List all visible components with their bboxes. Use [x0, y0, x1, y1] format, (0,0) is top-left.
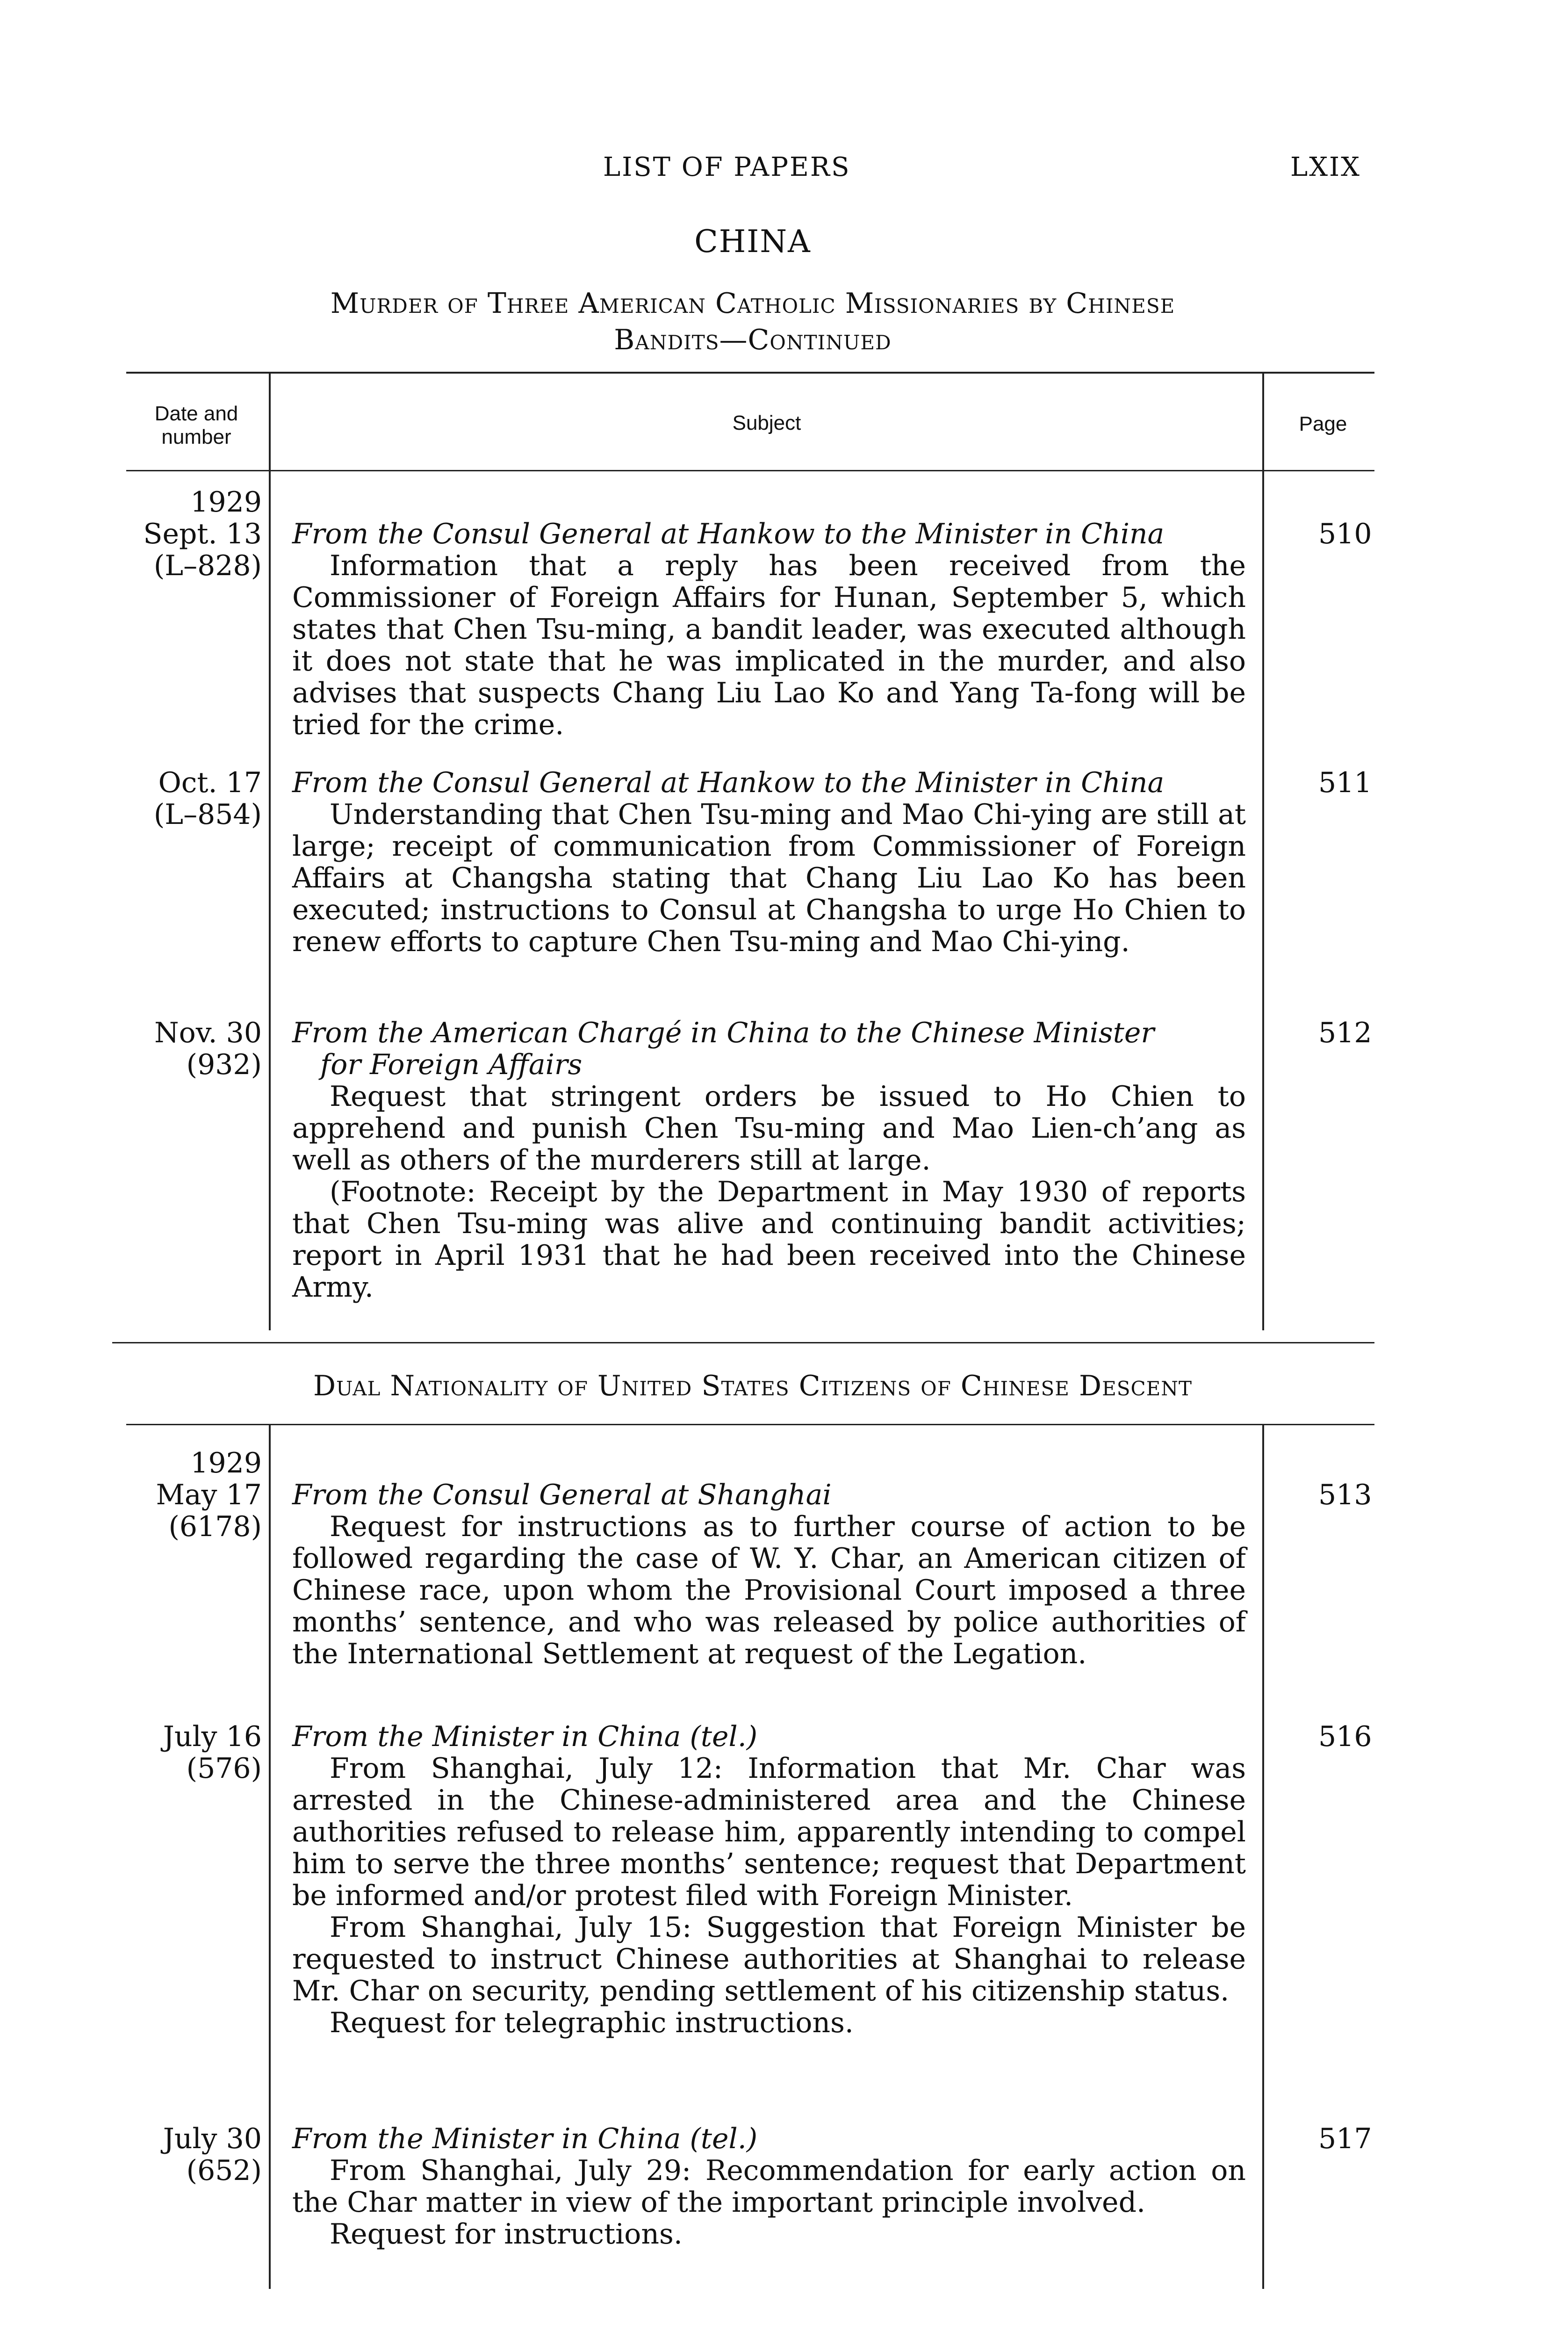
entry-number: (576): [186, 1752, 262, 1785]
entry-number: (932): [186, 1048, 262, 1081]
entry-subject: [292, 1017, 1246, 1303]
entry-year: 1929: [190, 486, 262, 519]
entry-number: (L–828): [153, 549, 262, 582]
entry-from: From the Consul General at Shanghai: [292, 1479, 832, 1511]
table-header-rule: [126, 470, 1374, 471]
entry-subject: [292, 1479, 1246, 1670]
entry-number: (6178): [168, 1510, 262, 1543]
entry-page: 512: [1318, 1017, 1372, 1049]
entry-date-text: July 16: [163, 1720, 262, 1753]
entry-date: [122, 1017, 262, 1081]
entry-paragraph: Request that stringent orders be issued to Ho Chien to apprehend and punish Chen Tsu-ming and Mao Lien-ch’ang as well as others of the murderers still at large.: [292, 1080, 1246, 1176]
entry-paragraph: Request for telegraphic instructions.: [330, 2006, 854, 2039]
section-bottom-rule: [112, 1342, 1374, 1343]
entry-subject: [292, 767, 1246, 958]
entry-page: 517: [1318, 2122, 1372, 2155]
entry-date: [122, 767, 262, 830]
table-top-rule: [126, 1424, 1374, 1425]
entry-page: 510: [1318, 518, 1372, 550]
entry-from: From the Minister in China (tel.): [292, 2122, 758, 2155]
column-divider-left: [269, 1424, 271, 2289]
entry-paragraph: (Footnote: Receipt by the Department in May 1930 of reports that Chen Tsu-ming was alive and continuing bandit activities; report in April 1931 that he had been received into the Chinese Army.: [292, 1176, 1246, 1304]
entry-date: [122, 1479, 262, 1543]
section-title: [0, 285, 1505, 358]
entry-subject: [292, 2123, 1246, 2250]
section-title: [0, 1368, 1505, 1404]
entry-paragraph: From Shanghai, July 29: Recommendation for early action on the Char matter in view of the important principle involved.: [292, 2154, 1246, 2219]
entry-from: From the Consul General at Hankow to the Minister in China: [292, 518, 1165, 550]
entry-date: [122, 2123, 262, 2186]
entry-date-text: July 30: [163, 2122, 262, 2155]
entry-paragraph: From Shanghai, July 15: Suggestion that Foreign Minister be requested to instruct Chinese authorities at Shanghai to release Mr. Char on security, pending settlement of his citizenship status.: [292, 1911, 1246, 2007]
column-header-date: Date and number: [154, 402, 238, 448]
entry-subject: [292, 1721, 1246, 2039]
entry-paragraph: From Shanghai, July 12: Information that Mr. Char was arrested in the Chinese-administered area and the Chinese authorities refused to release him, apparently intending to compel him to serve the three months’ sentence; request that Department be informed and/or protest filed with Foreign Minister.: [292, 1752, 1246, 1912]
country-heading: CHINA: [694, 224, 811, 260]
column-divider-right: [1262, 372, 1264, 1330]
entry-paragraph: Request for instructions as to further course of action to be followed regarding the case of W. Y. Char, an American citizen of Chinese race, upon whom the Provisional Court imposed a three months’ sentence, and who was released by police authorities of the International Settlement at request of the Legation.: [292, 1510, 1246, 1670]
column-divider-right: [1262, 1424, 1264, 2289]
entry-number: (652): [186, 2154, 262, 2187]
entry-number: (L–854): [153, 798, 262, 831]
column-header-page: Page: [1299, 412, 1347, 435]
section-title-line2: Bandits—Continued: [614, 324, 892, 356]
entry-subject: [292, 518, 1246, 741]
section-title-line1: Murder of Three American Catholic Missionaries by Chinese: [330, 287, 1175, 320]
entry-from-continued: for Foreign Affairs: [320, 1048, 583, 1081]
column-divider-left: [269, 372, 271, 1330]
entry-page: 513: [1318, 1479, 1372, 1511]
running-head-page-number: LXIX: [1290, 152, 1361, 182]
entry-date-text: Oct. 17: [158, 766, 262, 799]
entry-date-text: May 17: [156, 1479, 262, 1511]
entry-from: From the Minister in China (tel.): [292, 1720, 758, 1753]
entry-date: [122, 1721, 262, 1784]
entry-date-text: Sept. 13: [143, 518, 262, 550]
entry-paragraph: Information that a reply has been received from the Commissioner of Foreign Affairs for Hunan, September 5, which states that Chen Tsu-ming, a bandit leader, was executed although it does not state that he was implicated in the murder, and also advises that suspects Chang Liu Lao Ko and Yang Ta-fong will be tried for the crime.: [292, 549, 1246, 741]
entry-date-text: Nov. 30: [154, 1017, 262, 1049]
section-title-line1: Dual Nationality of United States Citizens of Chinese Descent: [313, 1370, 1193, 1402]
running-head-title: LIST OF PAPERS: [603, 152, 851, 182]
entry-from: From the Consul General at Hankow to the Minister in China: [292, 766, 1165, 799]
table-top-rule: [126, 372, 1374, 374]
column-header-subject: Subject: [732, 411, 801, 434]
entry-page: 516: [1318, 1720, 1372, 1753]
entry-date: [122, 518, 262, 582]
entry-paragraph: Understanding that Chen Tsu-ming and Mao Chi-ying are still at large; receipt of communication from Commissioner of Foreign Affairs at Changsha stating that Chang Liu Lao Ko has been executed; instructions to Consul at Changsha to urge Ho Chien to renew efforts to capture Chen Tsu-ming and Mao Chi-ying.: [292, 798, 1246, 958]
entry-from: From the American Chargé in China to the Chinese Minister: [292, 1017, 1155, 1049]
entry-paragraph: Request for instructions.: [330, 2218, 683, 2251]
entry-page: 511: [1318, 766, 1372, 799]
entry-year: 1929: [190, 1447, 262, 1479]
